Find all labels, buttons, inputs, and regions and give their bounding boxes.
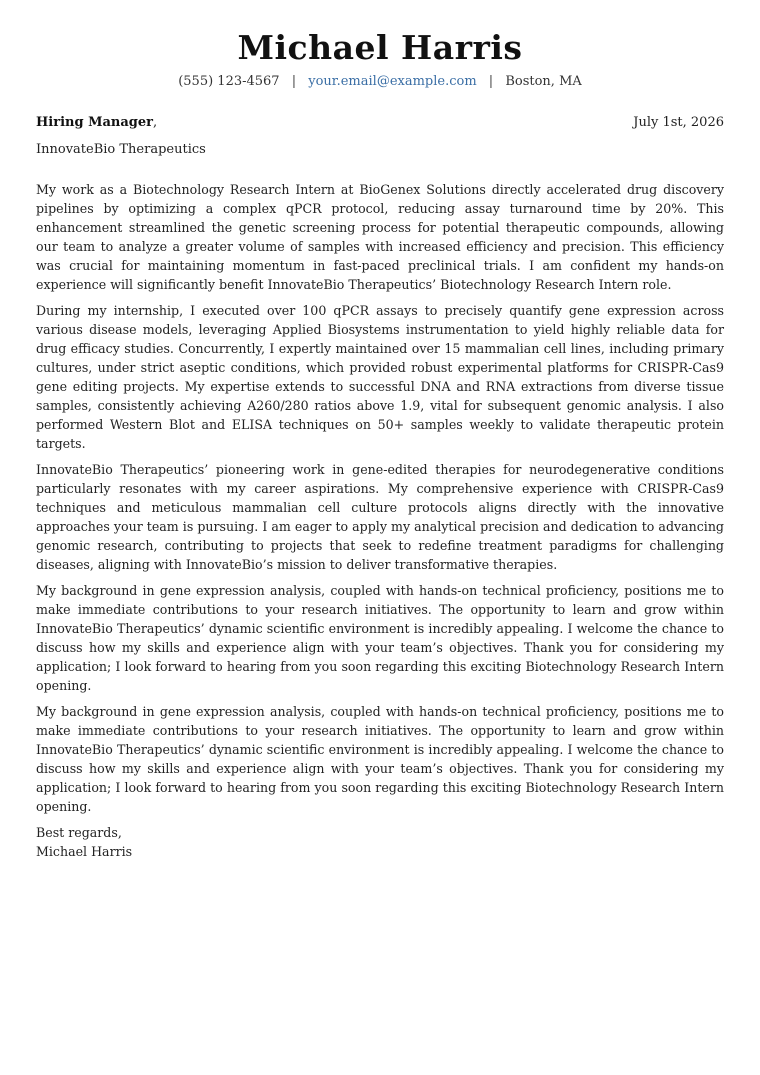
body-paragraph: My work as a Biotechnology Research Intern at BioGenex Solutions directly accelerated drug discovery pipelines by optimizing a complex qPCR protocol, reducing assay turnaround time by 20%. This enhancement streamlined the genetic screening process for potential therapeutic compounds, allowing our team to analyze a greater volume of samples with increased efficiency and precision. This efficiency was crucial for maintaining momentum in fast-paced preclinical trials. I am confident my hands-on experience will significantly benefit InnovateBio Therapeutics’ Biotechnology Research Intern role. — [36, 182, 724, 292]
location: Boston, MA — [505, 74, 582, 89]
recipient-name-suffix: , — [152, 115, 158, 130]
body-paragraph: During my internship, I executed over 100 qPCR assays to precisely quantify gene expression across various disease models, leveraging Applied Biosystems instrumentation to yield highly reliable data for drug efficacy studies. Concurrently, I expertly maintained over 15 mammalian cell lines, including primary cultures, under strict aseptic conditions, which provided robust experimental platforms for CRISPR-Cas9 gene editing projects. My expertise extends to successful DNA and RNA extractions from diverse tissue samples, consistently achieving A260/280 ratios above 1.9, vital for subsequent genomic analysis. I also performed Western Blot and ELISA techniques on 50+ samples weekly to validate therapeutic protein targets. — [36, 303, 724, 451]
letter-date: July 1st, 2026 — [633, 115, 724, 130]
body-paragraph: InnovateBio Therapeutics’ pioneering work in gene-edited therapies for neurodegenerative conditions particularly resonates with my career aspirations. My comprehensive experience with CRISPR-Cas9 techniques and meticulous mammalian cell culture protocols aligns directly with the innovative approaches your team is pursuing. I am eager to apply my analytical precision and dedication to advancing genomic research, contributing to projects that seek to redefine treatment paradigms for challenging diseases, aligning with InnovateBio’s mission to deliver transformative therapies. — [36, 462, 724, 572]
contact-separator: | — [291, 74, 297, 89]
recipient-date-row — [36, 115, 724, 130]
contact-separator: | — [488, 74, 494, 89]
letter-body — [36, 180, 724, 861]
recipient-name: Hiring Manager — [36, 115, 153, 130]
recipient-company: InnovateBio Therapeutics — [36, 142, 206, 157]
phone-number: (555) 123-4567 — [178, 74, 280, 89]
applicant-name: Michael Harris — [237, 28, 523, 67]
body-paragraph: My background in gene expression analysis, coupled with hands-on technical proficiency, positions me to make immediate contributions to your research initiatives. The opportunity to learn and grow within InnovateBio Therapeutics’ dynamic scientific environment is incredibly appealing. I welcome the chance to discuss how my skills and experience align with your team’s objectives. Thank you for considering my application; I look forward to hearing from you soon regarding this exciting Biotechnology Research Intern opening. — [36, 583, 724, 693]
closing-salutation: Best regards, — [36, 825, 122, 840]
closing-signature: Michael Harris — [36, 844, 133, 859]
email-link[interactable]: your.email@example.com — [308, 74, 477, 89]
recipient — [36, 115, 157, 130]
body-paragraph: My background in gene expression analysis, coupled with hands-on technical proficiency, positions me to make immediate contributions to your research initiatives. The opportunity to learn and grow within InnovateBio Therapeutics’ dynamic scientific environment is incredibly appealing. I welcome the chance to discuss how my skills and experience align with your team’s objectives. Thank you for considering my application; I look forward to hearing from you soon regarding this exciting Biotechnology Research Intern opening. — [36, 704, 724, 814]
closing-block — [36, 823, 724, 861]
contact-line — [0, 74, 760, 89]
